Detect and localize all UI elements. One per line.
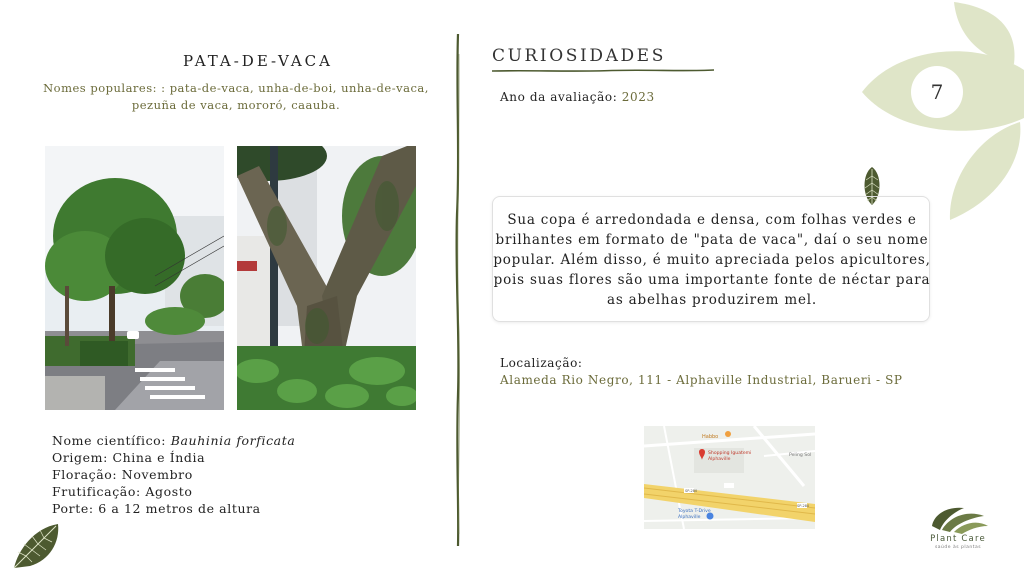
tree-trunk-photo bbox=[237, 146, 416, 410]
location-map[interactable] bbox=[644, 426, 815, 529]
location-label: Localização: bbox=[500, 356, 583, 370]
origin: Origem: China e Índia bbox=[52, 450, 206, 465]
map-road-1: SP-280 bbox=[685, 489, 698, 493]
page-number-badge: 7 bbox=[911, 66, 963, 118]
flowering: Floração: Novembro bbox=[52, 467, 193, 482]
map-poi-peling: Peling Sol bbox=[789, 453, 812, 458]
map-poi-shopping: Shopping Iguatemi bbox=[708, 451, 752, 456]
size: Porte: 6 a 12 metros de altura bbox=[52, 501, 261, 516]
map-poi-habbo: Habbo bbox=[702, 434, 719, 440]
leaf-icon bbox=[10, 522, 60, 570]
map-poi-toyota: Toyota T-Drive bbox=[678, 509, 711, 514]
map-poi-shopping-2: Alphaville bbox=[708, 457, 731, 462]
scientific-name: Nome científico: Bauhinia forficata bbox=[52, 433, 296, 448]
location-address: Alameda Rio Negro, 111 - Alphaville Industrial, Barueri - SP bbox=[500, 373, 903, 387]
plant-facts bbox=[52, 432, 295, 517]
vertical-divider bbox=[448, 34, 468, 546]
evaluation-year-value: 2023 bbox=[621, 90, 655, 104]
plant-title: PATA-DE-VACA bbox=[182, 52, 333, 70]
brand-tagline: saúde às plantas bbox=[934, 545, 982, 550]
fruiting: Frutificação: Agosto bbox=[52, 484, 193, 499]
brand-name: Plant Care bbox=[930, 534, 986, 544]
map-road-2: SP-280 bbox=[797, 504, 810, 508]
evaluation-year: Ano da avaliação: 2023 bbox=[500, 90, 655, 104]
popular-names: Nomes populares: : pata-de-vaca, unha-de-boi, unha-de-vaca, pezuña de vaca, mororó, caauba. bbox=[43, 81, 429, 112]
tree-street-photo bbox=[45, 146, 224, 410]
scientific-name-value: Bauhinia forficata bbox=[170, 433, 296, 448]
curiosities-heading: CURIOSIDADES bbox=[492, 46, 666, 66]
heading-underline bbox=[492, 68, 714, 74]
map-poi-toyota-2: Alphaville bbox=[678, 515, 701, 520]
curiosity-text: Sua copa é arredondada e densa, com folhas verdes e brilhantes em formato de "pata de vaca", daí o seu nome popular. Além disso, é muito apreciada pelos apicultores, pois suas flores são uma importante fonte de néctar para as abelhas produzirem mel. bbox=[493, 212, 931, 308]
